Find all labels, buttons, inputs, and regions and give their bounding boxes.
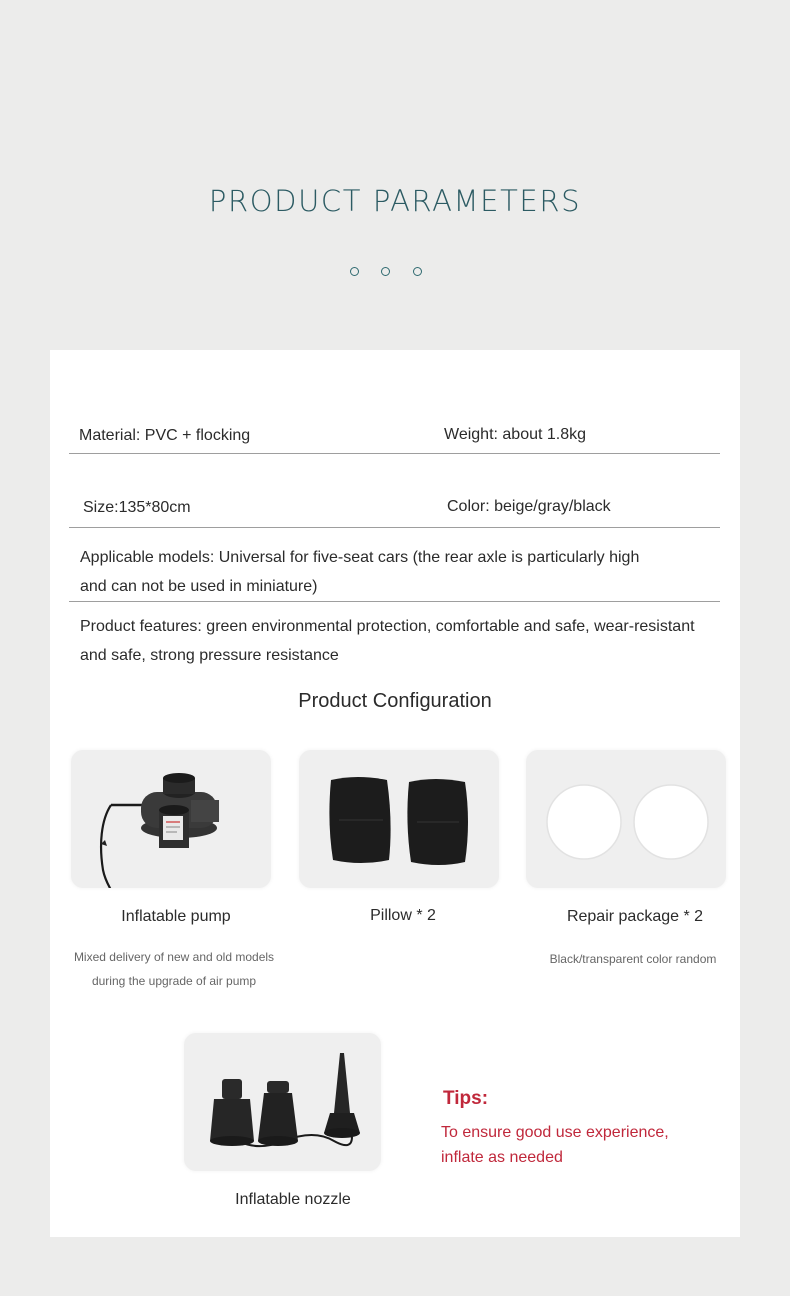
- material-param: Material: PVC + flocking: [79, 427, 251, 444]
- product-features-line1: Product features: green environmental protection, comfortable and safe, wear-resistant: [80, 618, 695, 635]
- color-param: Color: beige/gray/black: [447, 498, 611, 515]
- applicable-models-line1: Applicable models: Universal for five-seat cars (the rear axle is particularly high: [80, 549, 640, 566]
- dot-icon: [350, 267, 359, 276]
- tips-text: [441, 1120, 669, 1170]
- dot-icon: [413, 267, 422, 276]
- page-title: PRODUCT PARAMETERS: [208, 184, 582, 218]
- decorative-dots: [0, 267, 790, 279]
- item-note-repair: Black/transparent color random: [549, 952, 717, 966]
- item-label-pump: Inflatable pump: [121, 908, 231, 925]
- divider: [69, 453, 720, 454]
- item-note-pump-line1: Mixed delivery of new and old models: [73, 950, 275, 964]
- nozzle-image: [184, 1033, 381, 1171]
- weight-param: Weight: about 1.8kg: [444, 426, 587, 443]
- product-features-line2: and safe, strong pressure resistance: [80, 647, 339, 664]
- size-param: Size:135*80cm: [83, 499, 191, 516]
- item-label-repair: Repair package * 2: [566, 908, 704, 925]
- item-label-nozzle: Inflatable nozzle: [235, 1191, 351, 1208]
- tips-line1: To ensure good use experience,: [441, 1124, 669, 1141]
- pillow-image: [299, 750, 499, 888]
- repair-patch-image: [526, 750, 726, 888]
- tips-line2: inflate as needed: [441, 1149, 563, 1166]
- tips-title: Tips:: [443, 1088, 489, 1109]
- item-label-pillow: Pillow * 2: [370, 907, 436, 924]
- divider: [69, 601, 720, 602]
- air-pump-image: [71, 750, 271, 888]
- applicable-models-line2: and can not be used in miniature): [80, 578, 318, 595]
- divider: [69, 527, 720, 528]
- item-note-pump-line2: during the upgrade of air pump: [91, 974, 257, 988]
- parameters-card: [50, 350, 740, 1237]
- configuration-title: Product Configuration: [298, 690, 492, 712]
- dot-icon: [381, 267, 390, 276]
